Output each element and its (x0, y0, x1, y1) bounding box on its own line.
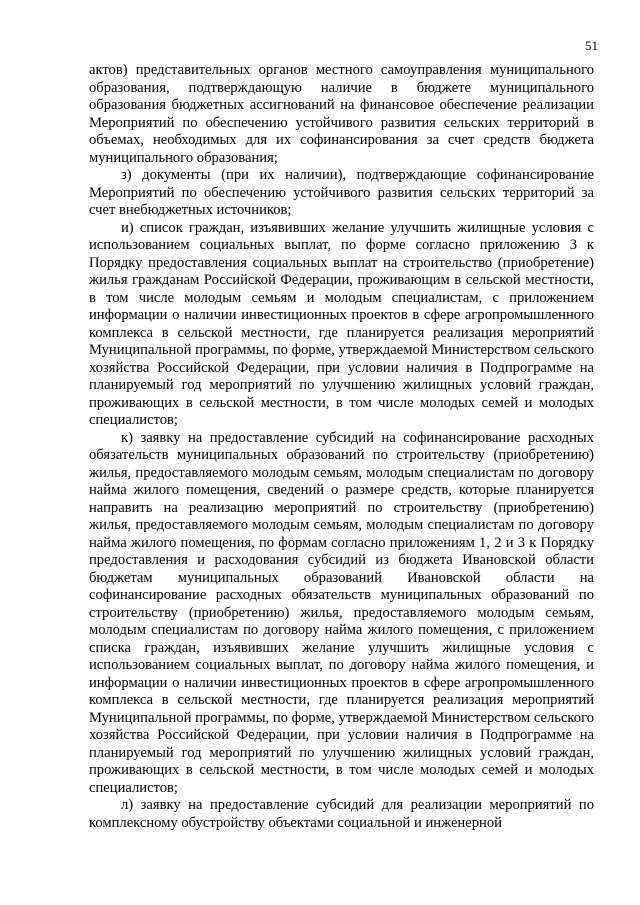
paragraph-item-i: и) список граждан, изъявивших желание улучшить жилищные условия с использованием социальных выплат, по форме согласно приложению 3 к Порядку предоставления социальных выплат на строительство (приобретение) жилья гражданам Российской Федерации, проживающим в сельской местности, в том числе молодым семьям и молодым специалистам, с приложением информации о наличии инвестиционных проектов в сфере агропромышленного комплекса в сельской местности, где планируется реализация мероприятий Муниципальной программы, по форме, утверждаемой Министерством сельского хозяйства Российской Федерации, при условии наличия в Подпрограмме на планируемый год мероприятий по улучшению жилищных условий граждан, проживающих в сельской местности, в том числе молодых семей и молодых специалистов; (89, 219, 594, 428)
paragraph-item-k: к) заявку на предоставление субсидий на софинансирование расходных обязательств муниципальных образований по строительству (приобретению) жилья, предоставляемого молодым семьям, молодым специалистам по договору найма жилого помещения, сведений о размере средств, которые планируется направить на реализацию мероприятий по строительству (приобретению) жилья, предоставляемого молодым семьям, молодым специалистам по договору найма жилого помещения, по формам согласно приложениям 1, 2 и 3 к Порядку предоставления и расходования субсидий из бюджета Ивановской области бюджетам муниципальных образований Ивановской области на софинансирование расходных обязательств муниципальных образований по строительству (приобретению) жилья, предоставляемого молодым семьям, молодым специалистам по договору найма жилого помещения, с приложением списка граждан, изъявивших желание улучшить жилищные условия с использованием социальных выплат, по договору найма жилого помещения, и информации о наличии инвестиционных проектов в сфере агропромышленного комплекса в сельской местности, где планируется реализация мероприятий Муниципальной программы, по форме, утверждаемой Министерством сельского хозяйства Российской Федерации, при условии наличия в Подпрограмме на планируемый год мероприятий по улучшению жилищных условий граждан, проживающих в сельской местности, в том числе молодых семей и молодых специалистов; (89, 429, 594, 796)
paragraph-continuation: актов) представительных органов местного самоуправления муниципального образования, подтверждающую наличие в бюджете муниципального образования бюджетных ассигнований на финансовое обеспечение реализации Мероприятий по обеспечению устойчивого развития сельских территорий в объемах, необходимых для их софинансирования за счет средств бюджета муниципального образования; (89, 62, 594, 166)
paragraph-item-l: л) заявку на предоставление субсидий для реализации мероприятий по комплексному обустройству объектами социальной и инженерной (89, 797, 594, 831)
document-body (89, 62, 594, 832)
page-number: 51 (585, 38, 598, 53)
paragraph-item-z: з) документы (при их наличии), подтверждающие софинансирование Мероприятий по обеспечению устойчивого развития сельских территорий за счет внебюджетных источников; (89, 167, 594, 218)
